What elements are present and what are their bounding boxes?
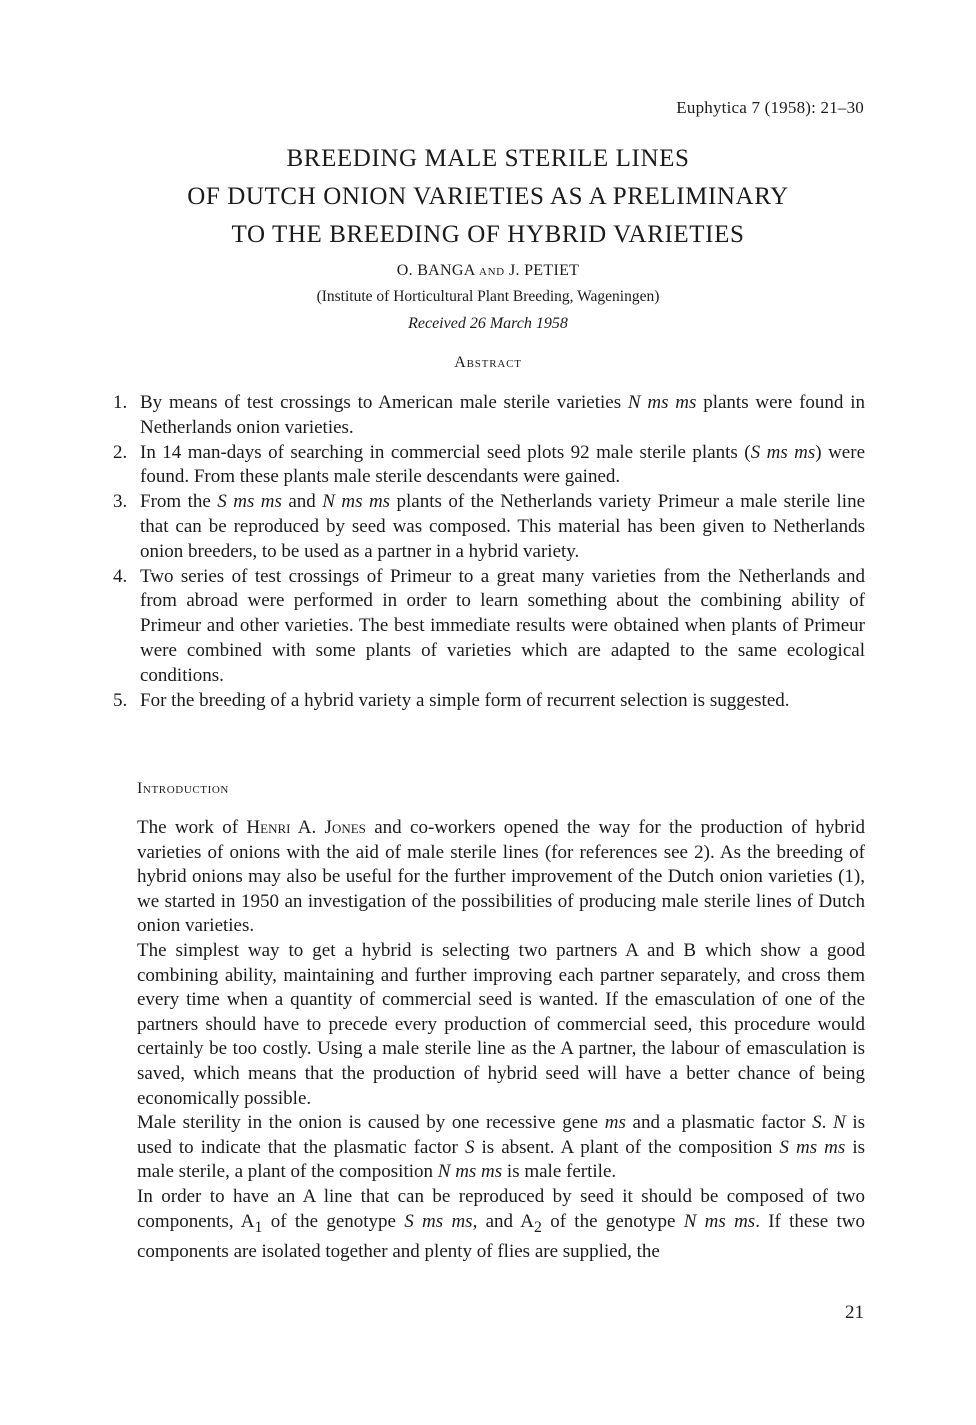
paragraph: The work of Henri A. Jones and co-workers opened the way for the production of hybrid varieties of onions with the aid of male sterile lines (for references see 2). As the breeding of hybrid onions may also be useful for the further improvement of the Dutch onion varieties (1), we started in 1950 an investigation of the possibilities of producing male sterile lines of Dutch onion varieties.: [137, 817, 865, 937]
abstract-item-number: 4.: [113, 565, 128, 587]
affiliation: (Institute of Horticultural Plant Breeding, Wageningen): [316, 288, 660, 305]
title-line-2: OF DUTCH ONION VARIETIES AS A PRELIMINARY: [187, 183, 789, 210]
received-date: Received 26 March 1958: [408, 315, 568, 332]
abstract-item-number: 1.: [113, 392, 128, 413]
author-2: J. PETIET: [508, 262, 580, 279]
page-number: 21: [845, 1302, 864, 1323]
author-conjunction: AND: [479, 266, 505, 278]
paragraph: In order to have an A line that can be reproduced by seed it should be composed of two components, $A_1$ of the genotype S ms ms, and $A_2$ of the genotype N ms ms. If these two components are isolated together and plenty of flies are supplied, the: [137, 1185, 865, 1262]
abstract-item: 2. In 14 man-days of searching in commercial seed plots 92 male sterile plants (S ms ms) were found. From these plants male sterile descendants were gained.: [113, 441, 866, 488]
abstract-item: 1. By means of test crossings to American male sterile varieties N ms ms plants were found in Netherlands onion varieties.: [113, 392, 865, 438]
abstract-item-number: 5.: [113, 689, 128, 711]
authors: [90, 262, 886, 280]
abstract-item: 3. From the S ms ms and N ms ms plants of the Netherlands variety Primeur a male sterile line that can be reproduced by seed was composed. This material has been given to Netherlands onion breeders, to be used as a partner in a hybrid variety.: [113, 491, 866, 562]
abstract-item-number: 2.: [113, 441, 128, 463]
introduction-heading: Introduction: [137, 780, 229, 797]
abstract-item: 5. For the breeding of a hybrid variety a simple form of recurrent selection is suggested.: [113, 689, 865, 714]
introduction-body: [137, 816, 865, 1264]
author-1: O. BANGA: [396, 262, 475, 279]
title-line-3: TO THE BREEDING OF HYBRID VARIETIES: [231, 221, 745, 248]
abstract-item: 4. Two series of test crossings of Primeur to a great many varieties from the Netherlands and from abroad were performed in order to learn something about the combining ability of Primeur and other varieties. The best immediate results were obtained when plants of Primeur were combined with some plants of varieties which are adapted to the same ecological conditions.: [113, 565, 865, 686]
title-line-1: BREEDING MALE STERILE LINES: [286, 145, 690, 172]
abstract-list: [113, 391, 865, 713]
abstract-item-number: 3.: [113, 491, 128, 513]
paper-title: [90, 140, 886, 254]
paragraph: Male sterility in the onion is caused by one recessive gene ms and a plasmatic factor S. N is used to indicate that the plasmatic factor S is absent. A plant of the composition S ms ms is male sterile, a plant of the composition N ms ms is male fertile.: [137, 1112, 865, 1183]
paragraph: The simplest way to get a hybrid is selecting two partners A and B which show a good combining ability, maintaining and further improving each partner separately, and cross them every time when a quantity of commercial seed is wanted. If the emasculation of one of the partners should have to precede every production of commercial seed, this procedure would certainly be too costly. Using a male sterile line as the A partner, the labour of emasculation is saved, which means that the production of hybrid seed will have a better chance of being economically possible.: [137, 939, 865, 1109]
journal-reference: Euphytica 7 (1958): 21–30: [676, 98, 864, 117]
abstract-heading: Abstract: [454, 354, 522, 371]
author-name: Henri A. Jones: [246, 817, 366, 838]
